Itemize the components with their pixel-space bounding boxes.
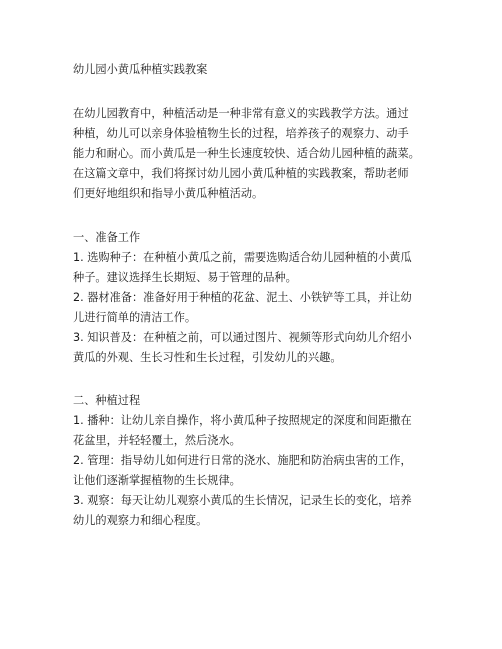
section2-line: 1. 播种：让幼儿亲自操作，将小黄瓜种子按照规定的深度和间距撒在 [73,414,412,427]
section1-line: 种子。建议选择生长期短、易于管理的品种。 [73,271,297,284]
section-heading-preparation: 一、准备工作 [73,231,141,244]
intro-line: 们更好地组织和指导小黄瓜种植活动。 [73,187,264,200]
section2-line: 2. 管理：指导幼儿如何进行日常的浇水、施肥和防治病虫害的工作， [73,454,412,467]
section2-line: 3. 观察：每天让幼儿观察小黄瓜的生长情况，记录生长的变化，培养 [73,494,412,507]
intro-line: 在这篇文章中，我们将探讨幼儿园小黄瓜种植的实践教案，帮助老师 [73,167,409,180]
section-heading-planting: 二、种植过程 [73,394,141,407]
section1-line: 儿进行简单的清洁工作。 [73,311,197,324]
intro-line: 在幼儿园教育中，种植活动是一种非常有意义的实践教学方法。通过 [73,107,409,120]
section2-line: 让他们逐渐掌握植物的生长规律。 [73,474,241,487]
intro-line: 种植，幼儿可以亲身体验植物生长的过程，培养孩子的观察力、动手 [73,127,409,140]
section2-line: 花盆里，并轻轻覆土，然后浇水。 [73,434,241,447]
section1-line: 3. 知识普及：在种植之前，可以通过图片、视频等形式向幼儿介绍小 [73,331,412,344]
section1-line: 2. 器材准备：准备好用于种植的花盆、泥土、小铁铲等工具，并让幼 [73,291,412,304]
section1-line: 黄瓜的外观、生长习性和生长过程，引发幼儿的兴趣。 [73,351,342,364]
section2-line: 幼儿的观察力和细心程度。 [73,514,208,527]
section1-line: 1. 选购种子：在种植小黄瓜之前，需要选购适合幼儿园种植的小黄瓜 [73,251,412,264]
document-title: 幼儿园小黄瓜种植实践教案 [73,63,208,76]
intro-line: 能力和耐心。而小黄瓜是一种生长速度较快、适合幼儿园种植的蔬菜。 [73,147,420,160]
